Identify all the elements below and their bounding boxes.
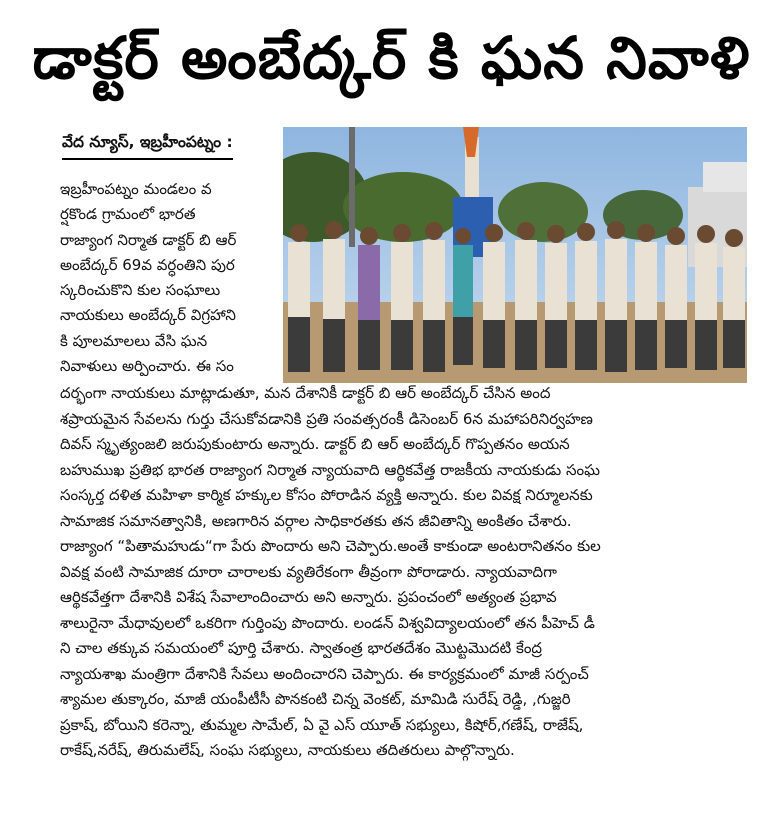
article-line: న్యాయశాఖ మంత్రిగా దేశానికి సేవలు అందించారని చెప్పారు. ఈ కార్యక్రమంలో మాజీ సర్పంచ్ (60, 664, 589, 683)
article-line: శ్యామల తుక్కారం, మాజీ యంపీటీసీ పొనకంటి చిన్న వెంకట్, మామిడి సురేష్ రెడ్డి, ,గుజ్జరి (60, 690, 571, 708)
news-photo (283, 127, 747, 383)
article-line: సంస్కర్త దళిత మహిళా కార్మిక హక్కుల కోసం పోరాడిన వ్యక్తి అన్నారు. కుల వివక్ష నిర్మూలనకు (60, 486, 593, 504)
dateline: వేద న్యూస్, ఇబ్రహీంపట్నం : (62, 133, 233, 160)
article-line: సామాజిక సమానత్వానికి, అణగారిన వర్గాల సాధికారతకు తన జీవితాన్ని అంకితం చేశారు. (60, 511, 572, 530)
article-column-text (60, 177, 273, 379)
article-line: వివక్ష వంటి సామాజిక దూరా చారాలకు వ్యతిరేకంగా తీవ్రంగా పోరాడారు. న్యాయవాదిగా (60, 562, 557, 581)
article-line: ఆర్థికవేత్తగా దేశానికి విశేష సేవాలాందించారు అని అన్నారు. ప్రపంచంలో అత్యంత ప్రభావ (60, 588, 557, 606)
article-line: అంబేద్కర్ 69వ వర్ధంతిని పుర (60, 255, 235, 274)
article-line: దివస్ స్మృత్యంజలి జరుపుకుంటారు అన్నారు. డాక్టర్ బి ఆర్ అంబేద్కర్ గొప్పతనం అయన (60, 435, 570, 453)
article-line: నివాళులు అర్పించారు. ఈ సం (60, 357, 234, 376)
article-line: ప్రకాష్, బోయిని కరెన్నా, తుమ్మల సామేల్, ఏ వై ఎస్ యూత్ సభ్యులు, కిషోర్,గణేష్, రాజేష్, (60, 715, 584, 734)
article-line: రాజ్యాంగ “పితామహుడు“గా పేరు పొందారు అని చెప్పారు.అంతే కాకుండా అంటరానితనం కుల (60, 537, 601, 555)
headline: డాక్టర్ అంబేద్కర్ కి ఘన నివాళి (32, 24, 751, 92)
article-line: ఇబ్రహీంపట్నం మండలం వ (60, 180, 212, 198)
article-line: నాయకులు అంబేద్కర్ విగ్రహాని (60, 306, 236, 325)
article-line: కి పూలమాలలు వేసి ఘన (60, 331, 208, 350)
article-body-text (60, 381, 750, 764)
article-line: శప్రాయమైన సేవలను గుర్తు చేసుకోవడానికి ప్రతి సంవత్సరంకీ డిసెంబర్ 6న మహాపరినిర్వహణ (60, 409, 593, 428)
article-line: దర్భంగా నాయకులు మాట్లాడుతూ, మన దేశానికీ డాక్టర్ బి ఆర్ అంబేద్కర్ చేసిన అంద (60, 384, 551, 402)
article-line: ర్షకొండ గ్రామంలో భారత (60, 205, 196, 224)
article-line: రాజ్యాంగ నిర్మాత డాక్టర్ బి ఆర్ (60, 230, 237, 249)
article-line: ని చాల తక్కువ సమయంలో పూర్తి చేశారు. స్వాతంత్ర భారతదేశం మొట్టమొదటి కేంద్ర (60, 639, 543, 657)
article-line: బహుముఖ ప్రతిభ భారత రాజ్యాంగ నిర్మాత న్యాయవాది ఆర్థికవేత్త రాజకీయ నాయకుడు సంఘ (60, 460, 601, 479)
article-line: స్కరించుకొని కుల సంఘాలు (60, 281, 221, 300)
article-line: రాకేష్,నరేష్, తిరుమలేష్, సంఘ సభ్యులు, నాయకులు తదితరులు పాల్గొన్నారు. (60, 741, 515, 759)
article-line: శాలురైనా మేధావులలో ఒకరిగా గుర్తింపు పొందారు. లండన్ విశ్వవిద్యాలయంలో తన పీహెచ్ డీ (60, 613, 595, 632)
